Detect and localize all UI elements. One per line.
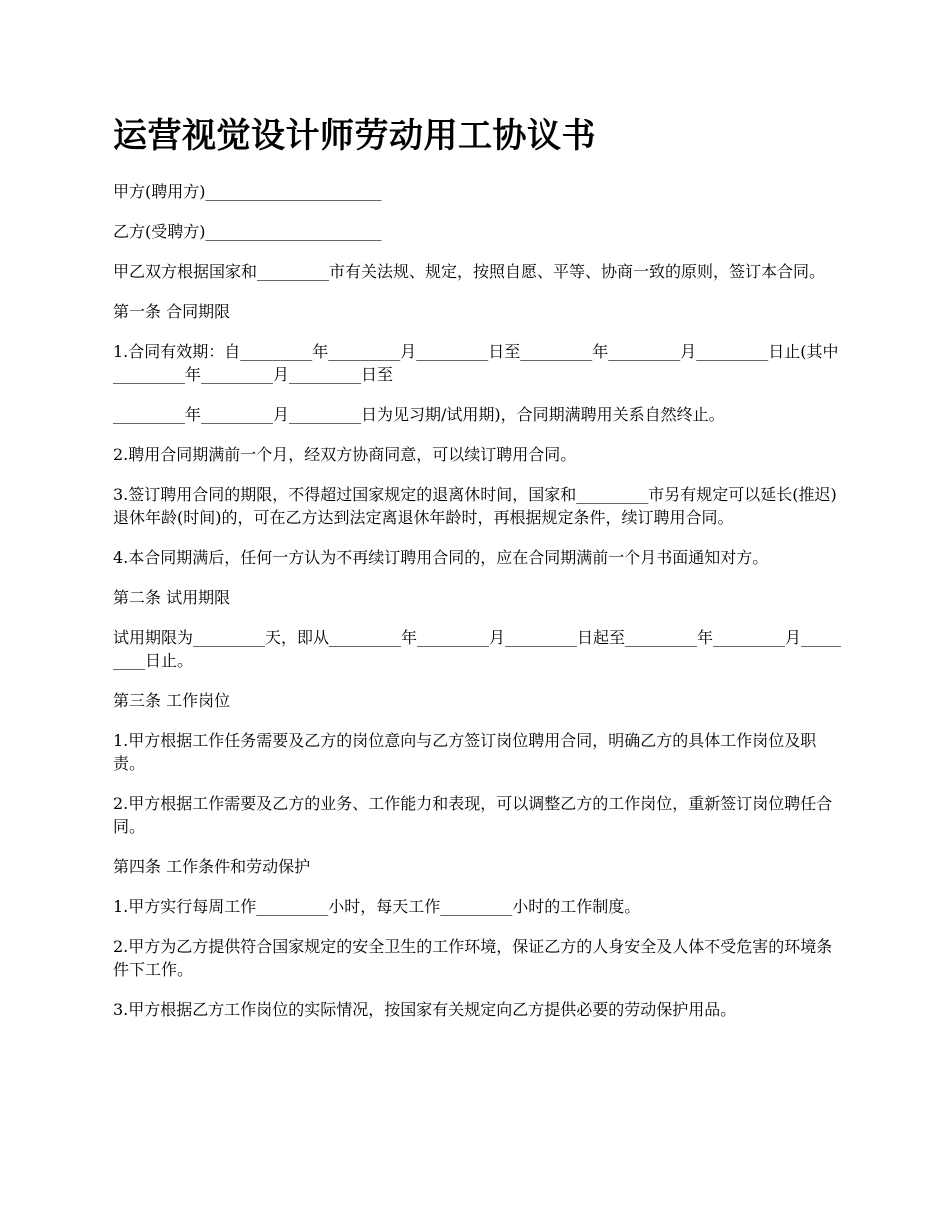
article-2-heading: 第二条 试用期限 <box>113 588 231 607</box>
document-title: 运营视觉设计师劳动用工协议书 <box>113 116 596 156</box>
article-3-clause-1: 1.甲方根据工作任务需要及乙方的岗位意向与乙方签订岗位聘用合同，明确乙方的具体工作岗位及职责。 <box>113 731 817 773</box>
article-3-heading: 第三条 工作岗位 <box>113 691 231 710</box>
article-1-clause-2: 2.聘用合同期满前一个月，经双方协商同意，可以续订聘用合同。 <box>113 445 577 464</box>
document-page <box>113 110 843 1038</box>
article-4-clause-1: 1.甲方实行每周工作_________小时，每天工作_________小时的工作制度。 <box>113 897 641 916</box>
article-1-clause-4: 4.本合同期满后，任何一方认为不再续订聘用合同的，应在合同期满前一个月书面通知对方。 <box>113 548 769 567</box>
article-1-clause-3: 3.签订聘用合同的期限，不得超过国家规定的退离休时间，国家和_________市另有规定可以延长(推迟)退休年龄(时间)的，可在乙方达到法定离退休年龄时，再根据规定条件，续订聘用合同。 <box>113 485 837 527</box>
article-1-heading: 第一条 合同期限 <box>113 302 231 321</box>
article-1-clause-1: 1.合同有效期：自_________年_________月_________日至_________年_________月_________日止(其中_________年_________月_________日至 <box>113 342 839 384</box>
article-4-clause-3: 3.甲方根据乙方工作岗位的实际情况，按国家有关规定向乙方提供必要的劳动保护用品。 <box>113 1000 737 1019</box>
party-b-line: 乙方(受聘方)______________________ <box>113 222 382 241</box>
article-4-clause-2: 2.甲方为乙方提供符合国家规定的安全卫生的工作环境，保证乙方的人身安全及人体不受危害的环境条件下工作。 <box>113 937 833 979</box>
article-1-clause-1-continued: _________年_________月_________日为见习期/试用期)，合同期满聘用关系自然终止。 <box>113 405 725 424</box>
party-a-line: 甲方(聘用方)______________________ <box>113 182 382 201</box>
article-2-clause: 试用期限为_________天，即从_________年_________月_________日起至_________年_________月_________日止。 <box>113 628 842 670</box>
article-3-clause-2: 2.甲方根据工作需要及乙方的业务、工作能力和表现，可以调整乙方的工作岗位，重新签订岗位聘任合同。 <box>113 794 833 836</box>
article-4-heading: 第四条 工作条件和劳动保护 <box>113 857 311 876</box>
preamble-paragraph: 甲乙双方根据国家和_________市有关法规、规定，按照自愿、平等、协商一致的原则，签订本合同。 <box>113 262 826 281</box>
